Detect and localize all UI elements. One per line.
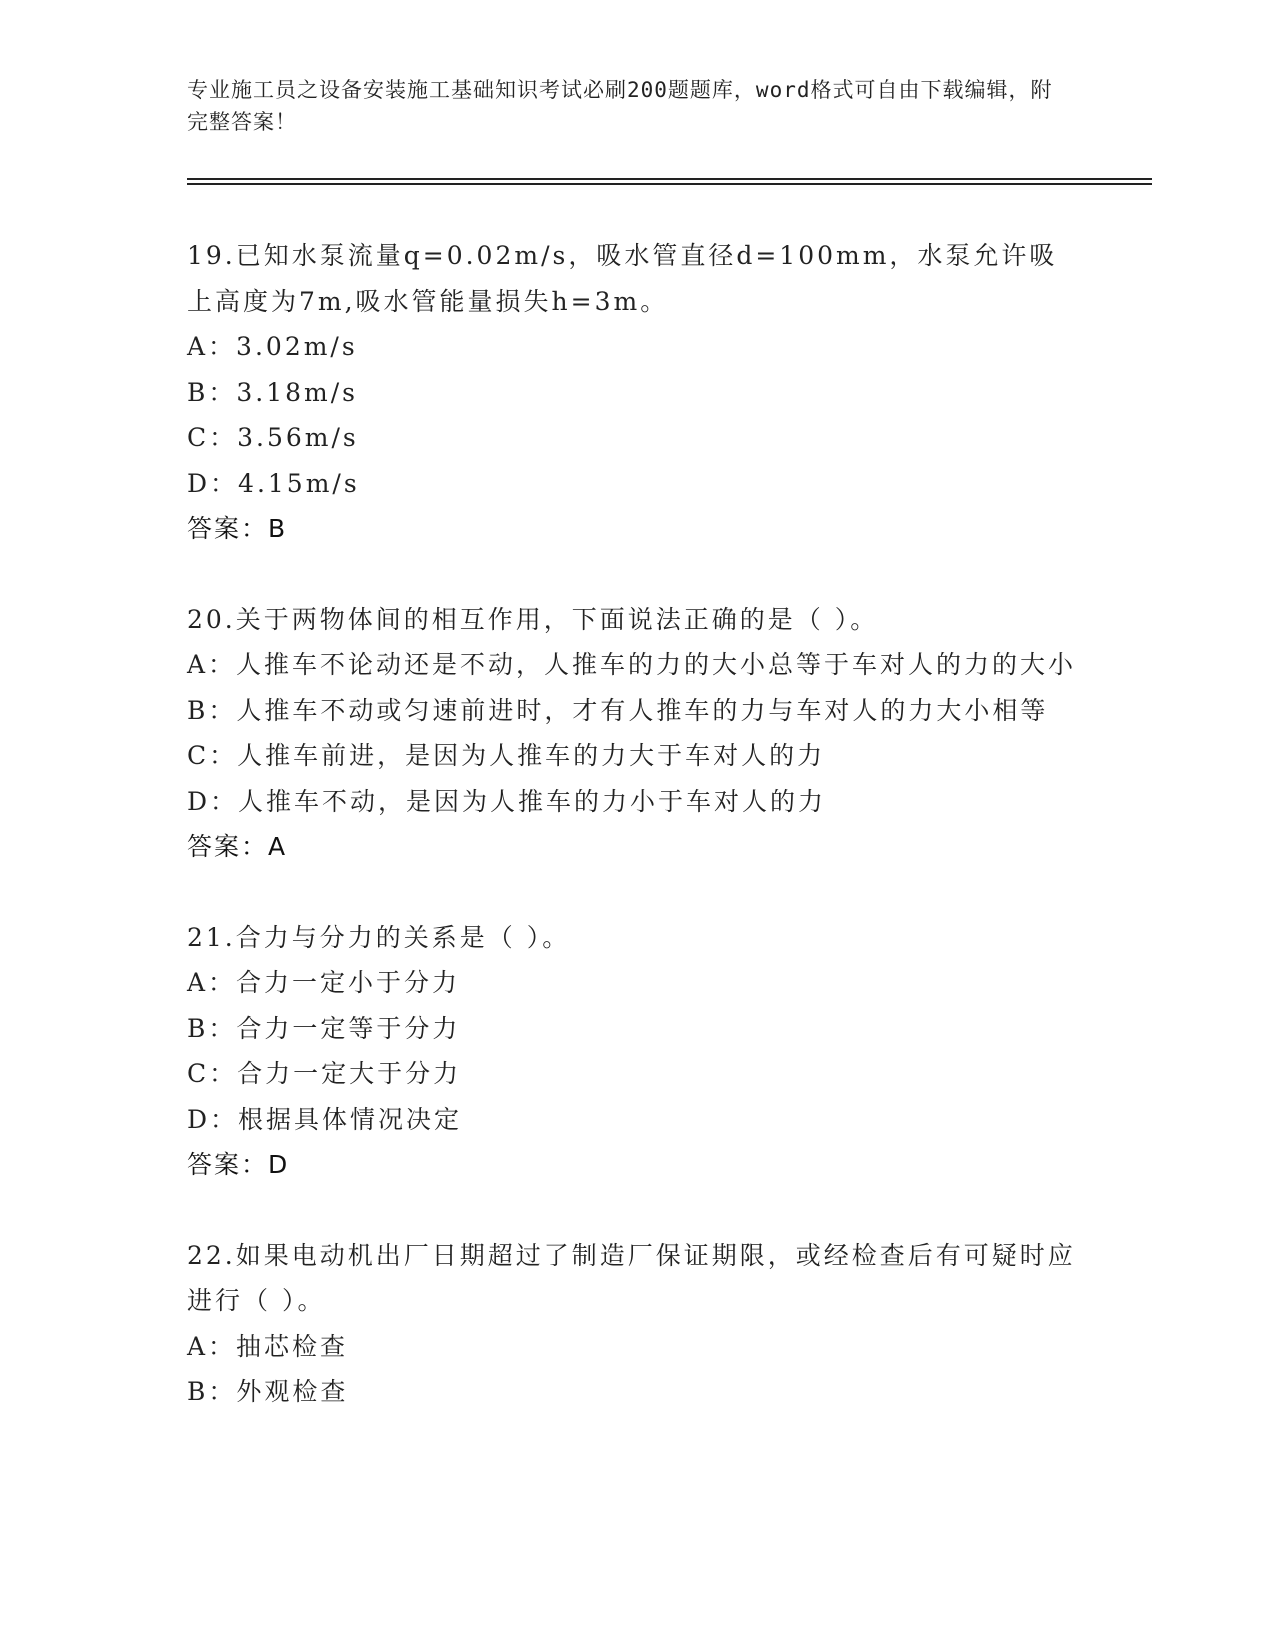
- header-divider-top: [187, 178, 1152, 180]
- question-19: [187, 233, 1077, 552]
- question-text: 19.已知水泵流量q=0.02m/s，吸水管直径d=100mm，水泵允许吸上高度为7m,吸水管能量损失h=3m。: [187, 241, 1058, 316]
- question-list: [187, 233, 1077, 1460]
- option-d: D：4.15m/s: [187, 468, 360, 498]
- option-a: A：合力一定小于分力: [187, 968, 461, 997]
- option-b: B：合力一定等于分力: [187, 1013, 461, 1043]
- option-b: B：人推车不动或匀速前进时，才有人推车的力与车对人的力大小相等: [187, 695, 1049, 725]
- option-a: A：抽芯检查: [187, 1331, 349, 1361]
- option-b: B：3.18m/s: [187, 377, 358, 407]
- question-22: [187, 1233, 1077, 1415]
- option-d: D：根据具体情况决定: [187, 1104, 463, 1134]
- answer-label: 答案：D: [187, 1150, 290, 1179]
- document-header: 专业施工员之设备安装施工基础知识考试必刷200题题库，word格式可自由下载编辑，附完整答案！: [187, 78, 1053, 134]
- answer-label: 答案：A: [187, 832, 288, 861]
- answer-label: 答案：B: [187, 514, 288, 543]
- option-a: A：3.02m/s: [187, 332, 358, 361]
- question-text: 21.合力与分力的关系是（ ）。: [187, 922, 571, 952]
- option-a: A：人推车不论动还是不动，人推车的力的大小总等于车对人的力的大小: [187, 650, 1077, 679]
- option-b: B：外观检查: [187, 1377, 349, 1406]
- question-text: 20.关于两物体间的相互作用，下面说法正确的是（ ）。: [187, 604, 879, 634]
- option-d: D：人推车不动，是因为人推车的力小于车对人的力: [187, 786, 827, 816]
- option-c: C：3.56m/s: [187, 423, 359, 452]
- question-text: 22.如果电动机出厂日期超过了制造厂保证期限，或经检查后有可疑时应进行（ ）。: [187, 1240, 1076, 1315]
- option-c: C：合力一定大于分力: [187, 1059, 462, 1088]
- question-21: [187, 915, 1077, 1188]
- option-c: C：人推车前进，是因为人推车的力大于车对人的力: [187, 741, 826, 770]
- header-divider-bottom: [187, 183, 1152, 185]
- question-20: [187, 597, 1077, 870]
